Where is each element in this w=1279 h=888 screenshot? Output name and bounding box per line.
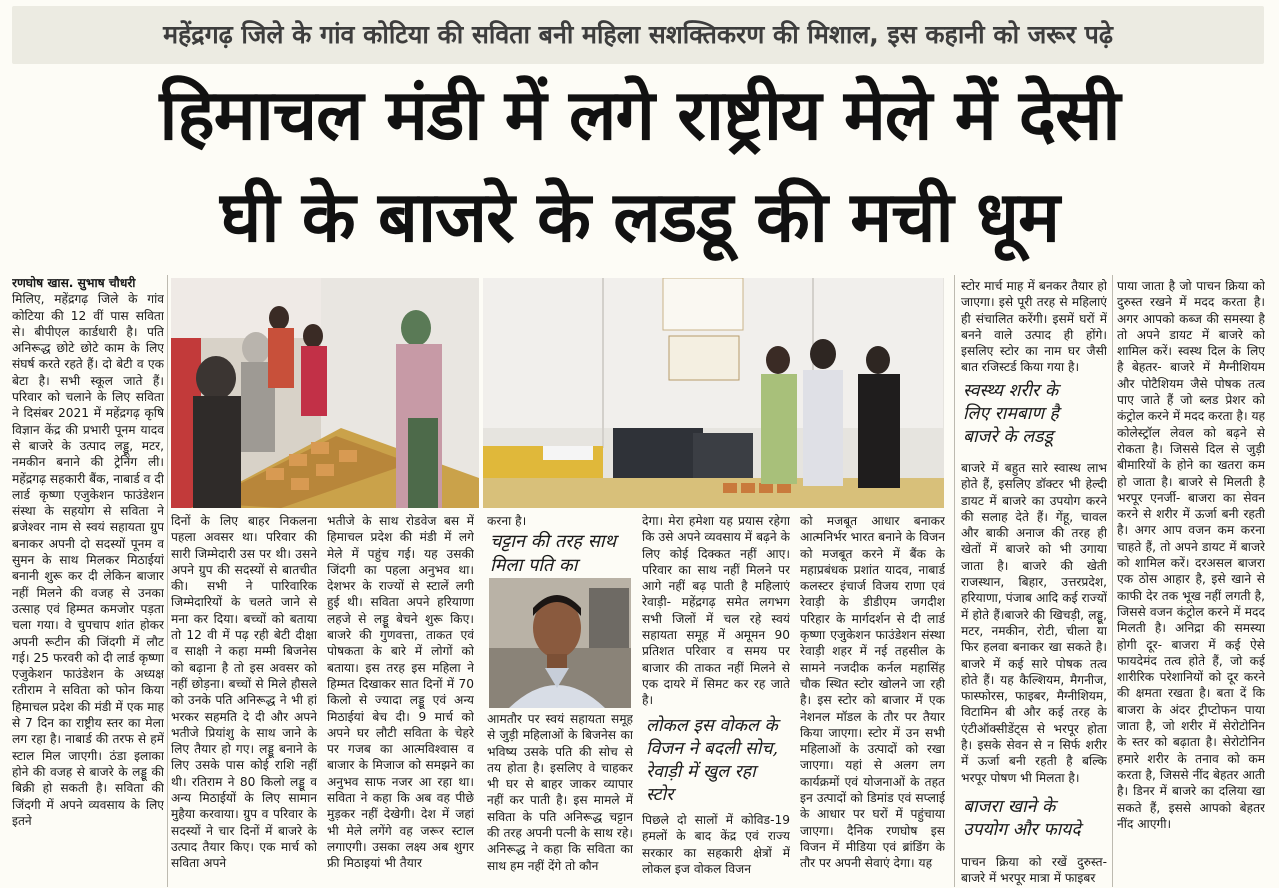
- column-1-text: मिलिए, महेंद्रगढ़ जिले के गांव कोटिया की 12 वीं पास सविता से। बीपीएल कार्डधारी है। पति अनिरूद्ध छोटे छोटे काम के लिए संघर्ष करते रहते हैं। दो बेटी व एक बेटा है। सभी स्कूल जाते हैं। परिवार को चलाने के लिए सविता ने दिसंबर 2021 में महेंद्रगढ़ कृषि विज्ञान केंद्र की प्रभारी पूनम यादव से बाजरे के उत्पाद लड्डू, मटर, नमकीन बनाने की ट्रेनिंग ली। महेंद्रगढ़ सहकारी बैंक, नाबार्ड व दी लार्ड कृष्णा एजुकेशन फाउंडेशन संस्था के सहयोग से सविता ने ब्रजेश्वर नाम से स्वयं सहायता ग्रुप बनाकर अपनी दो सदस्यों पूनम व सुमन के साथ मिलकर मिठाईयां बनानी शुरू कर दी लेकिन बाजार नहीं मिलने की वजह से उनका उत्साह एवं हिम्मत कमजोर पड़ता चला गया। वे चुपचाप शांत होकर अपनी रूटीन की जिंदगी में लौट गई। 25 फरवरी को दी लार्ड कृष्णा एजुकेशन फाउंडेशन के अध्यक्ष रतीराम ने सविता को फोन किया हिमाचल प्रदेश की मंडी में एक माह से 7 दिन का राष्ट्रीय स्तर का मेला लग रहा है। नाबार्ड की तरफ से हमें स्टाल मिल जाएगी। ठंडा इलाका होने की वजह से बाजरे के लड्डू की बिक्री हो सकती है। सविता की जिंदगी में अपने व्यवसाय के लिए इतने: [12, 292, 164, 828]
- column-rule: [1112, 275, 1113, 887]
- headline-line-1: हिमाचल मंडी में लगे राष्ट्रीय मेले में देसी: [159, 74, 1120, 156]
- article-column-5-bottom: [642, 812, 790, 888]
- column-7-top-text: स्टोर मार्च माह में बनकर तैयार हो जाएगा। इसे पूरी तरह से महिलाएं ही संचालित करेंगी। इसमें घरों में बनने वाले उत्पाद ही होंगे। इसलिए स्टोर का नाम घर जैसी बात रजिस्टर्ड किया गया है।: [961, 279, 1107, 375]
- byline: रणघोष खास. सुभाष चौधरी: [12, 276, 136, 290]
- article-column-6: [800, 513, 945, 888]
- kicker-headline: महेंद्रगढ़ जिले के गांव कोटिया की सविता बनी महिला सशक्तिकरण की मिशाल, इस कहानी को जरूर पढ़े: [12, 6, 1264, 64]
- stall-photo-illustration: [171, 278, 479, 508]
- article-column-1: [12, 275, 164, 887]
- column-8-text: पाया जाता है जो पाचन क्रिया को दुरुस्त रखने में मदद करता है। अगर आपको कब्ज की समस्या है तो अपने डायट में बाजरे को शामिल करें। स्वस्थ दिल के लिए है बेहतर- बाजरे में मैग्नीशियम और पोटैशियम जैसे पोषक तत्व पाए जाते हैं जो ब्लड प्रेशर को कंट्रोल करने में मदद करता है। यह कोलेस्ट्रॉल लेवल को बढ़ने से रोकता है। जिससे दिल से जुड़ी बीमारियों के होने का खतरा कम हो जाता है। बाजरे से मिलती है भरपूर एनर्जी- बाजरा का सेवन करने से शरीर में ऊर्जा बनी रहती है। अगर आप वजन कम करना चाहते हैं, तो अपने डायट में बाजरे को शामिल करें। दरअसल बाजरा एक ठोस आहार है, इसे खाने से काफी देर तक भूख नहीं लगती है, जिससे वजन कंट्रोल करने में मदद मिलती है। अनिद्रा की समस्या होगी दूर- बाजरा में कई ऐसे फायदेमंद तत्व होते हैं, जो कई शारीरिक परेशानियों को दूर करने की क्षमता रखता है। बता दें कि बाजरा के अंदर ट्रीप्टोफन पाया जाता है, जो शरीर में सेरोटोनिन के स्तर को बढ़ाता है। सेरोटोनिन हमारे शरीर के तनाव को कम करता है, जिससे नींद बेहतर आती है। डिनर में बाजरे का दलिया खा सकते हैं, इससे आपको बेहतर नींद आएगी।: [1117, 279, 1265, 831]
- article-column-4-bottom: [487, 711, 633, 888]
- column-5-bottom-text: पिछले दो सालों में कोविड-19 हमलों के बाद केंद्र एवं राज्य सरकार का सहकारी क्षेत्रों में लोकल इज वोकल विजन: [642, 813, 790, 876]
- main-headline: [0, 64, 1279, 268]
- subheading-husband-support: चट्टान की तरह साथ मिला पति का: [490, 531, 617, 576]
- column-6-text: को मजबूत आधार बनाकर आत्मनिर्भर भारत बनाने के विजन को मजबूत करने में बैंक के महाप्रबंधक प्रशांत यादव, नाबार्ड कलस्टर इंचार्ज विजय राणा एवं रेवाड़ी के डीडीएम जगदीश परिहार के मार्गदर्शन से दी लार्ड कृष्णा एजुकेशन फाउंडेशन संस्था रेवाड़ी शहर में नई तहसील के सामने नजदीक कर्नल महासिंह चौक स्थित स्टोर खोलने जा रही है। इस स्टोर को बाजार में एक नेशनल मॉडल के तौर पर तैयार किया जाएगा। स्टोर में उन सभी महिलाओं के उत्पादों को रखा जाएगा। यहां से अलग लग कार्यक्रमों एवं योजनाओं के तहत इन उत्पादों को डिमांड एवं सप्लाई के आधार पर घरों में पहुंचाया जाएगा। दैनिक रणघोष इस विजन में मीडिया एवं ब्रांडिंग के तौर पर अपनी सेवाएं देगा। यह: [800, 514, 945, 871]
- portrait-illustration: [489, 578, 631, 708]
- column-rule: [954, 275, 955, 887]
- subheading-local-vocal: लोकल इस वोकल के विजन ने बदली सोच, रेवाड़ी में खुल रहा स्टोर: [646, 716, 779, 805]
- article-column-4-top: [487, 513, 633, 531]
- subheading-healthy-body: स्वस्थ्य शरीर के लिए रामबाण है बाजरे के लडडू: [963, 381, 1059, 447]
- article-column-2: [171, 513, 317, 888]
- column-5-top-text: देगा। मेरा हमेशा यह प्रयास रहेगा कि उसे अपने व्यवसाय में बढ़ने के लिए कोई दिक्कत नहीं आए। परिवार का साथ नहीं मिलने पर आगे नहीं बढ़ पाती है महिलाएं रेवाड़ी- महेंद्रगढ़ समेत लगभग सभी जिलों में चल रहे स्वयं सहायता समूह में अमूमन 90 प्रतिशत परिवार व समय पर बाजार की ताकत नहीं मिलने से एक दायरे में सिमट कर रह जाते है।: [642, 514, 790, 708]
- column-7-bottom-text: पाचन क्रिया को रखें दुरुस्त- बाजरे में भरपूर मात्रा में फाइबर: [961, 855, 1107, 886]
- article-column-8: [1117, 278, 1265, 888]
- column-4-bottom-text: आमतौर पर स्वयं सहायता समूह से जुड़ी महिलाओं के बिजनेस का भविष्य उसके पति की सोच से तय होता है। इसलिए वे चाहकर भी घर से बाहर जाकर व्यापार नहीं कर पाती है। इस मामले में सविता के पति अनिरूद्ध चट्टान की तरह अपनी पत्नी के साथ रहे। अनिरूद्ध ने कहा कि सविता का साथ हम नहीं देंगे तो कौन: [487, 712, 633, 873]
- article-column-7-top: [961, 278, 1107, 378]
- column-rule: [167, 275, 168, 887]
- article-column-7-bottom: [961, 854, 1107, 888]
- women-photo-illustration: [483, 278, 944, 508]
- column-7-mid-text: बाजरे में बहुत सारे स्वास्थ लाभ होते हैं, इसलिए डॉक्टर भी हेल्दी डायट में बाजरे का उपयोग करने की सलाह देते हैं। गेंहू, चावल और बाकी अनाज की तरह ही खेतों में बाजरे को भी उगाया जाता है। बाजरे की खेती राजस्थान, बिहार, उत्तरप्रदेश, हरियाणा, पंजाब आदि कई राज्यों में होते हैं।बाजरे की खिचड़ी, लड्डू, मटर, नमकीन, रोटी, चीला या फिर हलवा बनाकर खा सकते है। बाजरे में कई सारे पोषक तत्व होते हैं। यह कैल्शियम, मैगनीज, फास्फोरस, फाइबर, मैग्नीशियम, विटामिन बी और कई तरह के एंटीऑक्सीडेंट्स से भरपूर होता है। इसके सेवन से न सिर्फ शरीर में ऊर्जा बनी रहती है बल्कि भरपूर पोषण भी मिलता है।: [961, 461, 1107, 785]
- column-3-text: भतीजे के साथ रोडवेज बस में हिमाचल प्रदेश की मंडी में लगे मेले में पहुंच गई। यह उसकी जिंदगी का पहला अनुभव था। देशभर के राज्यों से स्टालें लगी हुई थी। सविता अपने हरियाणा लहजे से लड्डू बेचने शुरू किए। बाजरे की गुणवत्ता, ताकत एवं पोषकता के बारे में लोगों को बताया। इस तरह इस महिला ने हिम्मत दिखाकर सात दिनों में 70 किलो से ज्यादा लड्डू एवं अन्य मिठाईयां बेच दी। 9 मार्च को अपने घर लौटी सविता के चेहरे पर गजब का आत्मविश्वास व बाजार के मिजाज को समझने का अनुभव साफ नजर आ रहा था। सविता ने कहा कि अब वह पीछे मुड़कर नहीं देखेगी। देश में जहां भी मेले लगेंगे वह जरूर स्टाल लगाएगी। उसका लक्ष्य अब शुगर फ्री मिठाइयां भी तैयार: [327, 514, 474, 871]
- photo-husband-portrait: [489, 578, 631, 708]
- headline-line-2: घी के बाजरे के लडडू की मची धूम: [220, 176, 1059, 258]
- article-column-7-mid: [961, 460, 1107, 790]
- column-2-text: दिनों के लिए बाहर निकलना पहला अवसर था। परिवार की सारी जिम्मेदारी उस पर थी। उसने अपने ग्रुप की सदस्यों से बातचीत की। सभी ने पारिवारिक जिम्मेदारियों के चलते जाने से मना कर दिया। बच्चों को बताया तो 12 वी में पढ़ रही बेटी दीक्षा व साक्षी ने कहा मम्मी बिजनेस को बढ़ाना है तो इस अवसर को नहीं छोड़ना। बच्चों से मिले हौसले को उनके पति अनिरूद्ध ने भी हां भरकर सहमति दे दी और अपने भतीजे प्रियांशु के साथ जाने के लिए तैयार हो गए। लड्डू बनाने के लिए उसके पास कोई राशि नहीं थी। रतिराम ने 80 किलो लड्डू व अन्य मिठाईयों के लिए सामान मुहैया करवाया। ग्रुप व परिवार के सदस्यों ने चार दिनों में बाजरे के उत्पाद तैयार किए। एक मार्च को सविता अपने: [171, 514, 317, 871]
- subheading-millet-benefits: बाजरा खाने के उपयोग और फायदे: [963, 797, 1081, 840]
- photo-stall-customers: [171, 278, 479, 508]
- article-column-3: [327, 513, 474, 888]
- article-column-5-top: [642, 513, 790, 713]
- photo-women-stall: [483, 278, 944, 508]
- column-4-top-text: करना है।: [487, 514, 527, 528]
